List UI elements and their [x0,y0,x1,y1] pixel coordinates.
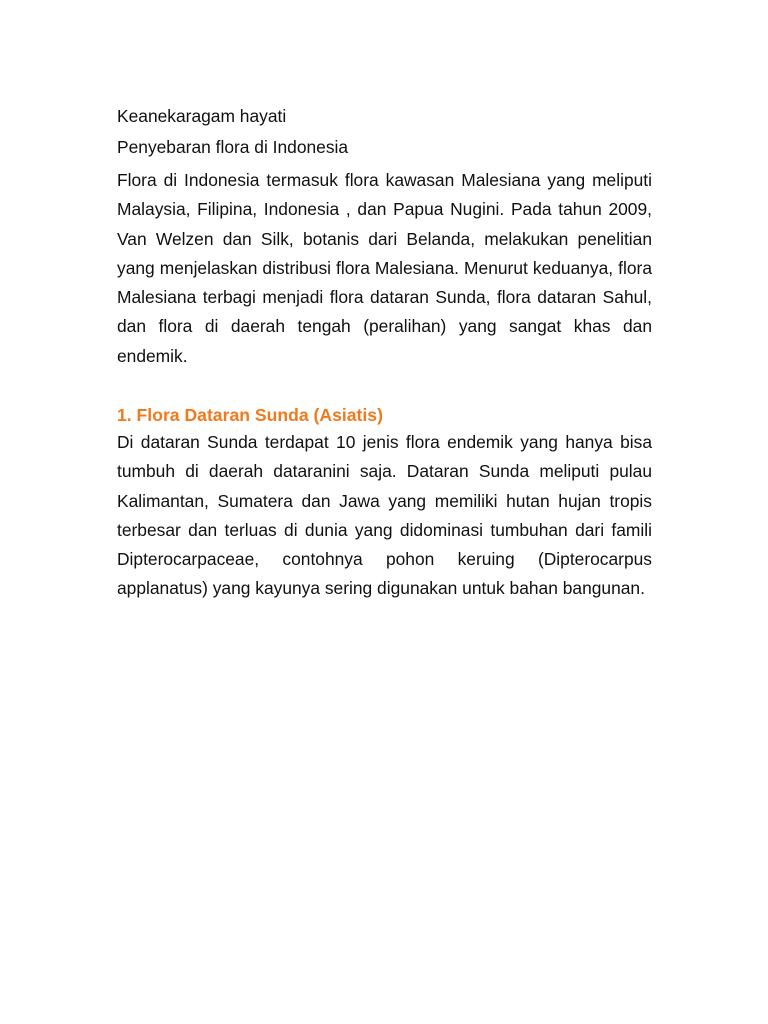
section-paragraph: Di dataran Sunda terdapat 10 jenis flora endemik yang hanya bisa tumbuh di daerah dataranini saja. Dataran Sunda meliputi pulau Kalimantan, Sumatera dan Jawa yang memiliki hutan hujan tropis terbesar dan terluas di dunia yang didominasi tumbuhan dari famili Dipterocarpaceae, contohnya pohon keruing (Dipterocarpus applanatus) yang kayunya sering digunakan untuk bahan bangunan. [117,432,652,599]
section-heading: 1. Flora Dataran Sunda (Asiatis) [117,404,383,425]
document-subtitle: Penyebaran flora di Indonesia [117,137,349,157]
document-title: Keanekaragam hayati [117,106,287,126]
intro-paragraph: Flora di Indonesia termasuk flora kawasan Malesiana yang meliputi Malaysia, Filipina, Indonesia , dan Papua Nugini. Pada tahun 2009, Van Welzen dan Silk, botanis dari Belanda, melakukan penelitian yang menjelaskan distribusi flora Malesiana. Menurut keduanya, flora Malesiana terbagi menjadi flora dataran Sunda, flora dataran Sahul, dan flora di daerah tengah (peralihan) yang sangat khas dan endemik. [117,170,652,366]
